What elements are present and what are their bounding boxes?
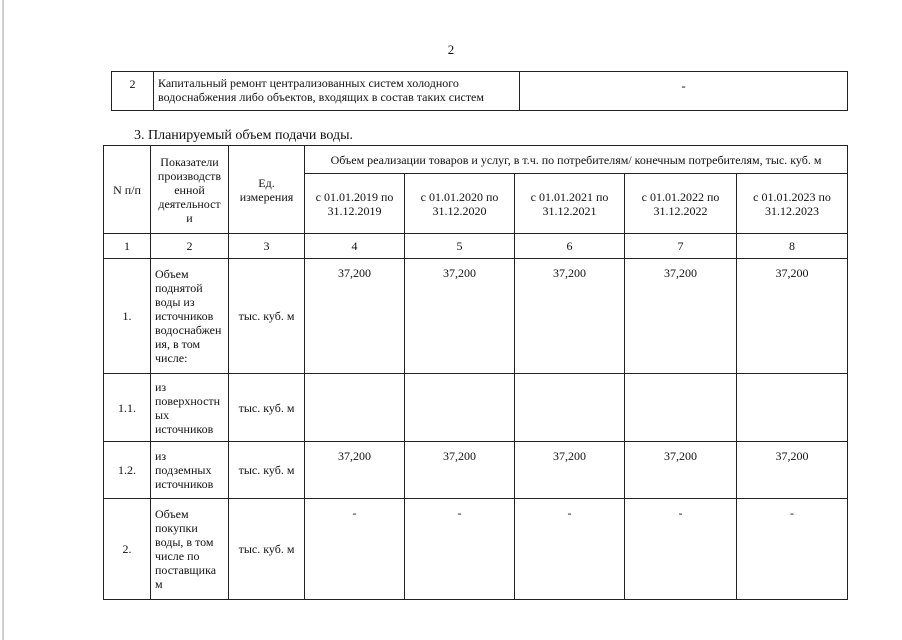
row-value: 37,200 [625, 259, 737, 374]
row-unit: тыс. куб. м [229, 259, 305, 374]
header-period: с 01.01.2019 по 31.12.2019 [305, 174, 405, 234]
column-number: 8 [737, 234, 848, 259]
column-number-row [104, 234, 848, 259]
row-value: - [405, 499, 515, 600]
row-number: 2 [112, 72, 154, 111]
header-period: с 01.01.2021 по 31.12.2021 [515, 174, 625, 234]
row-value [515, 374, 625, 442]
column-number: 2 [151, 234, 229, 259]
row-number: 2. [104, 499, 151, 600]
row-value: 37,200 [625, 442, 737, 499]
row-indicator: из поверхностн ых источников [151, 374, 229, 442]
row-value: 37,200 [405, 259, 515, 374]
header-period: с 01.01.2020 по 31.12.2020 [405, 174, 515, 234]
row-number: 1.2. [104, 442, 151, 499]
column-number: 5 [405, 234, 515, 259]
row-value [405, 374, 515, 442]
row-indicator: из подземных источников [151, 442, 229, 499]
row-indicator: Объем покупки воды, в том числе по поставщика м [151, 499, 229, 600]
section-title: 3. Планируемый объем подачи воды. [134, 128, 354, 143]
row-number: 1.1. [104, 374, 151, 442]
water-supply-table [103, 145, 848, 600]
column-number: 1 [104, 234, 151, 259]
header-row [104, 146, 848, 174]
row-unit: тыс. куб. м [229, 499, 305, 600]
row-value [737, 374, 848, 442]
table-row [104, 374, 848, 442]
top-table [111, 71, 848, 111]
table-row [104, 499, 848, 600]
row-value [625, 374, 737, 442]
header-unit: Ед. измерения [229, 146, 305, 234]
column-number: 3 [229, 234, 305, 259]
row-indicator: Объем поднятой воды из источников водоснабжен ия, в том числе: [151, 259, 229, 374]
row-value: - [737, 499, 848, 600]
row-value: 37,200 [737, 442, 848, 499]
row-value: 37,200 [515, 259, 625, 374]
table-row [112, 72, 848, 111]
scan-edge-line [2, 0, 4, 640]
column-number: 4 [305, 234, 405, 259]
row-unit: тыс. куб. м [229, 442, 305, 499]
header-period: с 01.01.2022 по 31.12.2022 [625, 174, 737, 234]
header-group: Объем реализации товаров и услуг, в т.ч. по потребителям/ конечным потребителям, тыс. куб. м [305, 146, 848, 174]
row-value: - [305, 499, 405, 600]
row-value [305, 374, 405, 442]
table-row [104, 259, 848, 374]
table-row [104, 442, 848, 499]
header-indicator: Показатели производств енной деятельност и [151, 146, 229, 234]
header-num: N п/п [104, 146, 151, 234]
column-number: 7 [625, 234, 737, 259]
row-unit: тыс. куб. м [229, 374, 305, 442]
page-number: 2 [447, 42, 455, 57]
row-value: 37,200 [737, 259, 848, 374]
row-value: - [520, 72, 848, 111]
row-text: Капитальный ремонт централизованных систем холодного водоснабжения либо объектов, входящих в состав таких систем [154, 72, 520, 111]
header-period: с 01.01.2023 по 31.12.2023 [737, 174, 848, 234]
row-number: 1. [104, 259, 151, 374]
row-value: 37,200 [515, 442, 625, 499]
row-value: 37,200 [305, 442, 405, 499]
row-value: 37,200 [405, 442, 515, 499]
column-number: 6 [515, 234, 625, 259]
row-value: - [515, 499, 625, 600]
row-value: 37,200 [305, 259, 405, 374]
row-value: - [625, 499, 737, 600]
